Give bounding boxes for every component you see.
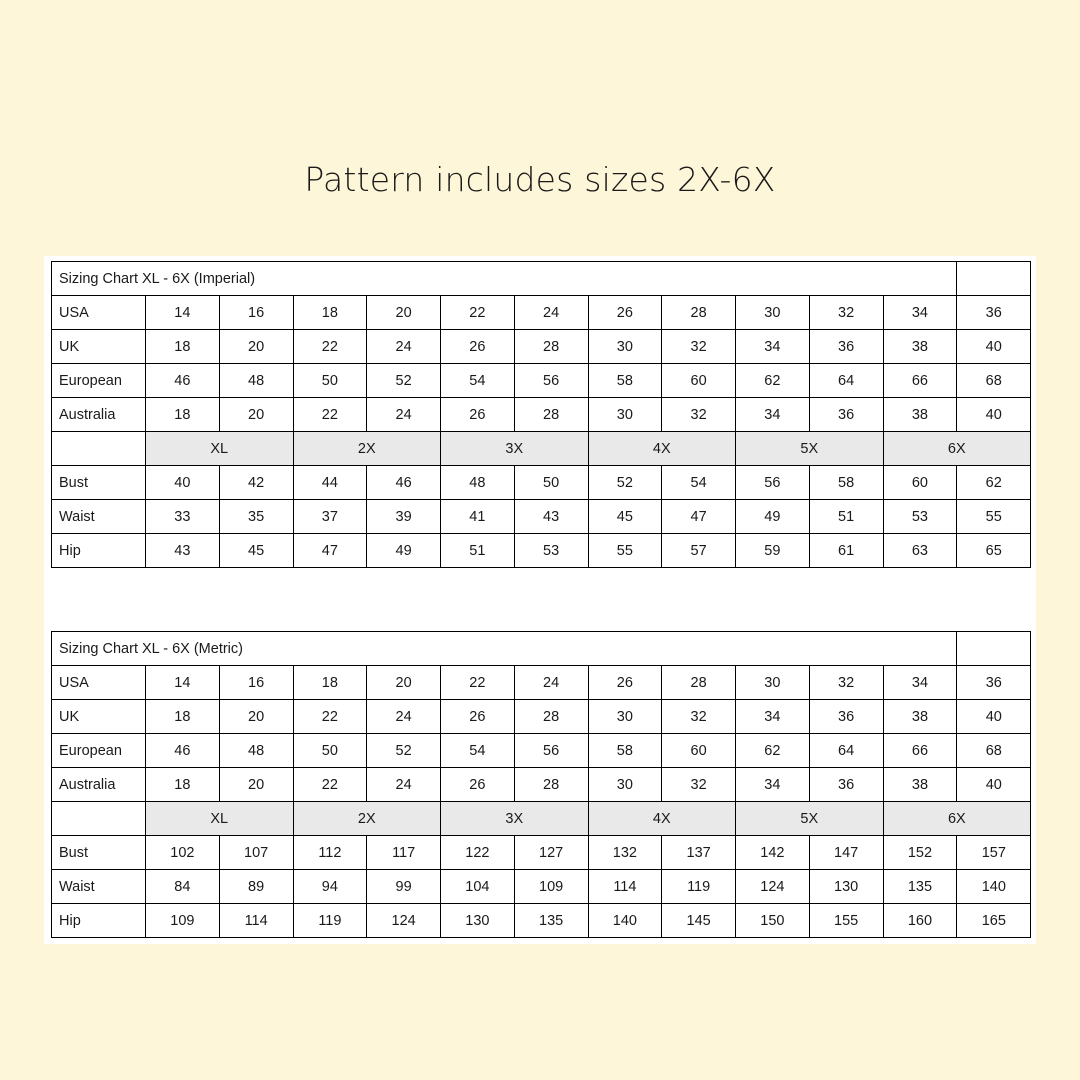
value-cell: 45 [219,534,293,568]
value-cell: 24 [514,296,588,330]
value-cell: 48 [219,734,293,768]
value-cell: 26 [588,296,662,330]
value-cell: 135 [883,870,957,904]
value-cell: 50 [514,466,588,500]
value-cell: 127 [514,836,588,870]
value-cell: 57 [662,534,736,568]
value-cell: 46 [146,734,220,768]
value-cell: 30 [736,666,810,700]
value-cell: 132 [588,836,662,870]
value-cell: 48 [441,466,515,500]
value-cell: 28 [514,768,588,802]
value-cell: 38 [883,768,957,802]
value-cell: 36 [809,330,883,364]
table-row [52,330,1031,364]
value-cell: 49 [736,500,810,534]
table-row [52,364,1031,398]
table-row [52,500,1031,534]
value-cell: 119 [293,904,367,938]
value-cell: 20 [219,700,293,734]
value-cell: 26 [441,398,515,432]
value-cell: 68 [957,734,1031,768]
row-label: Waist [52,870,146,904]
table-row [52,466,1031,500]
table-row [52,534,1031,568]
size-label: 6X [883,802,1031,836]
row-label: USA [52,296,146,330]
value-cell: 24 [367,330,441,364]
row-label: Bust [52,836,146,870]
value-cell: 56 [514,364,588,398]
size-label: 6X [883,432,1031,466]
value-cell: 58 [588,734,662,768]
value-cell: 32 [662,768,736,802]
size-label: 2X [293,802,441,836]
table-row [52,666,1031,700]
row-label: Hip [52,904,146,938]
value-cell: 55 [957,500,1031,534]
value-cell: 40 [146,466,220,500]
value-cell: 37 [293,500,367,534]
value-cell: 22 [293,398,367,432]
value-cell: 22 [441,296,515,330]
page-title: Pattern includes sizes 2X-6X [304,160,776,199]
size-header-row [52,432,1031,466]
value-cell: 40 [957,700,1031,734]
value-cell: 52 [367,734,441,768]
value-cell: 40 [957,398,1031,432]
value-cell: 122 [441,836,515,870]
value-cell: 147 [809,836,883,870]
value-cell: 32 [662,398,736,432]
value-cell: 24 [367,768,441,802]
value-cell: 24 [514,666,588,700]
value-cell: 46 [367,466,441,500]
caption-row [52,632,1031,666]
value-cell: 65 [957,534,1031,568]
value-cell: 30 [588,768,662,802]
value-cell: 107 [219,836,293,870]
chart-caption: Sizing Chart XL - 6X (Imperial) [52,262,957,296]
value-cell: 40 [957,330,1031,364]
value-cell: 59 [736,534,810,568]
table-row [52,734,1031,768]
size-label: 3X [441,432,589,466]
value-cell: 22 [293,330,367,364]
value-cell: 28 [662,666,736,700]
value-cell: 40 [957,768,1031,802]
value-cell: 109 [514,870,588,904]
value-cell: 32 [662,700,736,734]
value-cell: 32 [809,296,883,330]
value-cell: 60 [662,734,736,768]
value-cell: 18 [146,768,220,802]
value-cell: 38 [883,330,957,364]
value-cell: 26 [441,700,515,734]
table-row [52,904,1031,938]
value-cell: 109 [146,904,220,938]
value-cell: 43 [146,534,220,568]
imperial-size-chart [51,261,1031,568]
value-cell: 24 [367,398,441,432]
value-cell: 114 [588,870,662,904]
value-cell: 43 [514,500,588,534]
size-label: 3X [441,802,589,836]
value-cell: 66 [883,364,957,398]
row-label: Hip [52,534,146,568]
value-cell: 137 [662,836,736,870]
value-cell: 18 [146,700,220,734]
value-cell: 63 [883,534,957,568]
caption-row [52,262,1031,296]
value-cell: 22 [441,666,515,700]
value-cell: 62 [736,364,810,398]
chart-caption: Sizing Chart XL - 6X (Metric) [52,632,957,666]
value-cell: 49 [367,534,441,568]
size-label: 2X [293,432,441,466]
value-cell: 38 [883,700,957,734]
value-cell: 112 [293,836,367,870]
value-cell: 22 [293,700,367,734]
value-cell: 32 [809,666,883,700]
value-cell: 64 [809,734,883,768]
value-cell: 53 [514,534,588,568]
value-cell: 58 [809,466,883,500]
value-cell: 34 [736,700,810,734]
value-cell: 14 [146,666,220,700]
value-cell: 152 [883,836,957,870]
row-label: UK [52,330,146,364]
value-cell: 60 [883,466,957,500]
value-cell: 119 [662,870,736,904]
value-cell: 35 [219,500,293,534]
value-cell: 26 [441,768,515,802]
table-row [52,296,1031,330]
value-cell: 165 [957,904,1031,938]
value-cell: 51 [809,500,883,534]
value-cell: 56 [514,734,588,768]
value-cell: 145 [662,904,736,938]
table-row [52,700,1031,734]
size-label: XL [146,802,294,836]
value-cell: 34 [883,296,957,330]
value-cell: 47 [662,500,736,534]
value-cell: 54 [441,734,515,768]
value-cell: 47 [293,534,367,568]
empty-cell [957,262,1031,296]
table-row [52,870,1031,904]
value-cell: 48 [219,364,293,398]
value-cell: 61 [809,534,883,568]
value-cell: 45 [588,500,662,534]
value-cell: 50 [293,364,367,398]
value-cell: 26 [441,330,515,364]
value-cell: 28 [662,296,736,330]
value-cell: 64 [809,364,883,398]
value-cell: 34 [736,768,810,802]
value-cell: 18 [146,398,220,432]
value-cell: 58 [588,364,662,398]
value-cell: 20 [219,768,293,802]
value-cell: 62 [736,734,810,768]
value-cell: 142 [736,836,810,870]
row-label: Bust [52,466,146,500]
value-cell: 28 [514,398,588,432]
value-cell: 20 [367,296,441,330]
value-cell: 94 [293,870,367,904]
row-label: Australia [52,398,146,432]
table-row [52,836,1031,870]
value-cell: 33 [146,500,220,534]
value-cell: 56 [736,466,810,500]
value-cell: 124 [367,904,441,938]
value-cell: 124 [736,870,810,904]
value-cell: 36 [957,666,1031,700]
value-cell: 60 [662,364,736,398]
value-cell: 28 [514,700,588,734]
value-cell: 157 [957,836,1031,870]
value-cell: 20 [367,666,441,700]
metric-size-chart [51,631,1031,938]
value-cell: 26 [588,666,662,700]
value-cell: 102 [146,836,220,870]
value-cell: 20 [219,330,293,364]
value-cell: 22 [293,768,367,802]
value-cell: 140 [957,870,1031,904]
value-cell: 66 [883,734,957,768]
value-cell: 32 [662,330,736,364]
value-cell: 36 [809,398,883,432]
table-row [52,768,1031,802]
value-cell: 50 [293,734,367,768]
row-label: UK [52,700,146,734]
value-cell: 30 [736,296,810,330]
value-cell: 30 [588,398,662,432]
value-cell: 39 [367,500,441,534]
value-cell: 84 [146,870,220,904]
empty-cell [957,632,1031,666]
value-cell: 54 [662,466,736,500]
value-cell: 28 [514,330,588,364]
value-cell: 34 [736,398,810,432]
size-label: XL [146,432,294,466]
value-cell: 51 [441,534,515,568]
value-cell: 36 [957,296,1031,330]
value-cell: 99 [367,870,441,904]
row-label: European [52,364,146,398]
size-label: 4X [588,432,736,466]
value-cell: 62 [957,466,1031,500]
empty-cell [52,432,146,466]
value-cell: 104 [441,870,515,904]
value-cell: 52 [588,466,662,500]
value-cell: 52 [367,364,441,398]
size-label: 4X [588,802,736,836]
value-cell: 18 [146,330,220,364]
value-cell: 34 [883,666,957,700]
value-cell: 30 [588,700,662,734]
value-cell: 155 [809,904,883,938]
table-row [52,398,1031,432]
value-cell: 36 [809,700,883,734]
value-cell: 68 [957,364,1031,398]
value-cell: 34 [736,330,810,364]
value-cell: 54 [441,364,515,398]
value-cell: 150 [736,904,810,938]
value-cell: 44 [293,466,367,500]
value-cell: 130 [441,904,515,938]
value-cell: 30 [588,330,662,364]
value-cell: 16 [219,666,293,700]
value-cell: 41 [441,500,515,534]
value-cell: 14 [146,296,220,330]
value-cell: 114 [219,904,293,938]
value-cell: 46 [146,364,220,398]
value-cell: 20 [219,398,293,432]
value-cell: 55 [588,534,662,568]
value-cell: 53 [883,500,957,534]
size-label: 5X [736,432,884,466]
row-label: USA [52,666,146,700]
value-cell: 16 [219,296,293,330]
value-cell: 130 [809,870,883,904]
value-cell: 36 [809,768,883,802]
row-label: European [52,734,146,768]
value-cell: 24 [367,700,441,734]
value-cell: 160 [883,904,957,938]
value-cell: 89 [219,870,293,904]
value-cell: 135 [514,904,588,938]
value-cell: 117 [367,836,441,870]
value-cell: 140 [588,904,662,938]
value-cell: 38 [883,398,957,432]
value-cell: 42 [219,466,293,500]
value-cell: 18 [293,666,367,700]
row-label: Australia [52,768,146,802]
size-header-row [52,802,1031,836]
row-label: Waist [52,500,146,534]
value-cell: 18 [293,296,367,330]
empty-cell [52,802,146,836]
size-label: 5X [736,802,884,836]
